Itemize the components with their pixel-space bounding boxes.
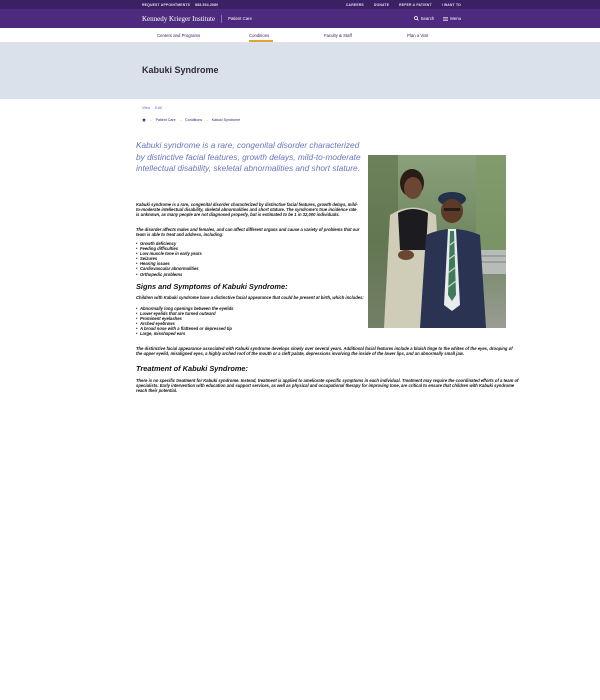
list-item: • Prominent eyelashes (136, 316, 356, 321)
breadcrumb (142, 118, 240, 122)
affects-paragraph: The disorder affects males and females, and can affect different organs and cause a variety of problems that our team is able to treat and address, including: (136, 227, 360, 238)
breadcrumb-patient-care[interactable]: Patient Care (155, 118, 176, 122)
problems-list (136, 241, 356, 277)
breadcrumb-separator: → (149, 118, 153, 122)
facial-features-paragraph: The distinctive facial appearance associated with Kabuki syndrome develops slowly over several years. Additional facial features include a bluish tinge to the whites of the eyes, drooping of the upper eyelid, misaligned eyes, a highly arched roof of the mouth or a cleft palate, depressions involving the inside of the lower lips, and an abnormally small jaw. (136, 346, 513, 357)
breadcrumb-separator: → (178, 118, 183, 122)
menu-button[interactable] (443, 16, 461, 21)
subnav-centers-programs[interactable]: Centers and Programs (157, 33, 201, 38)
mother-and-son-photo (368, 155, 506, 328)
utility-bar (0, 0, 600, 9)
subnav-faculty-staff[interactable]: Faculty & Staff (324, 33, 352, 38)
list-item: • Abnormally long openings between the eyelids (136, 306, 356, 311)
search-button[interactable] (414, 16, 435, 21)
list-item: • Lower eyelids that are turned outward (136, 311, 356, 316)
view-tab[interactable]: View (142, 106, 151, 110)
treatment-paragraph: There is no specific treatment for Kabuki syndrome. Instead, treatment is applied to ameliorate specific symptoms in each individual. Treatment may require the coordinated efforts of a team of specialists. Early intervention with education and support services, as well as physical and occupational therapy for improving tone, are critical to ensure that children with Kabuki syndrome reach their potential. (136, 378, 519, 394)
intro-lead: Kabuki syndrome is a rare, congenital disorder characterized by distinctive facial features, growth delays, mild-to-moderate intellectual disability, skeletal abnormalities and short stature. (136, 140, 361, 173)
list-item: • Seizures (136, 256, 356, 261)
section-title[interactable]: Patient Care (228, 16, 252, 21)
section-subnav (0, 28, 600, 43)
signs-list (136, 306, 356, 337)
hamburger-icon (443, 17, 448, 21)
list-item: • Orthopedic problems (136, 272, 356, 277)
site-header (0, 9, 600, 28)
list-item: • Large, misshaped ears (136, 331, 356, 336)
careers-link[interactable]: CAREERS (345, 2, 364, 7)
request-appointments-link[interactable]: REQUEST APPOINTMENTS (142, 2, 191, 7)
breadcrumb-current: Kabuki Syndrome (211, 118, 241, 122)
breadcrumb-separator: → (205, 118, 209, 122)
donate-link[interactable]: DONATE (373, 2, 390, 7)
list-item: • Cardiovascular abnormalities (136, 266, 356, 271)
list-item: • Low muscle tone in early years (136, 251, 356, 256)
signs-heading: Signs and Symptoms of Kabuki Syndrome: (136, 282, 288, 291)
local-tasks (142, 106, 162, 110)
page-title: Kabuki Syndrome (142, 65, 219, 75)
search-icon (414, 16, 419, 21)
list-item: • Feeding difficulties (136, 246, 356, 251)
i-want-to-dropdown[interactable]: I WANT TO (441, 2, 461, 7)
edit-tab[interactable]: Edit (155, 106, 162, 110)
active-tab-indicator (249, 40, 273, 42)
subnav-conditions[interactable]: Conditions (249, 33, 270, 38)
list-item: • Arched eyebrows (136, 321, 356, 326)
home-icon[interactable] (142, 118, 146, 122)
phone-number[interactable]: 888.554.2080 (195, 2, 219, 7)
overview-paragraph: Kabuki syndrome is a rare, congenital disorder characterized by distinctive facial features, growth delays, mild-to-moderate intellectual disability, skeletal abnormalities and short stature. The syndrome's true incidence rate is unknown, as many people are not diagnosed properly, but is estimated to be 1 in 32,000 individuals. (136, 202, 358, 218)
list-item: • Growth deficiency (136, 241, 356, 246)
signs-paragraph: Children with Kabuki syndrome have a distinctive facial appearance that could be present at birth, which includes: (136, 295, 364, 300)
header-divider (221, 15, 222, 23)
menu-label: Menu (450, 16, 461, 21)
list-item: • A broad nose with a flattened or depressed tip (136, 326, 356, 331)
breadcrumb-conditions[interactable]: Conditions (185, 118, 203, 122)
site-logo[interactable]: Kennedy Krieger Institute (142, 14, 216, 23)
treatment-heading: Treatment of Kabuki Syndrome: (136, 364, 248, 373)
search-label: Search (420, 16, 435, 21)
refer-patient-link[interactable]: REFER A PATIENT (399, 2, 432, 7)
page-hero (0, 43, 600, 99)
subnav-plan-visit[interactable]: Plan a Visit (407, 33, 429, 38)
list-item: • Hearing issues (136, 261, 356, 266)
